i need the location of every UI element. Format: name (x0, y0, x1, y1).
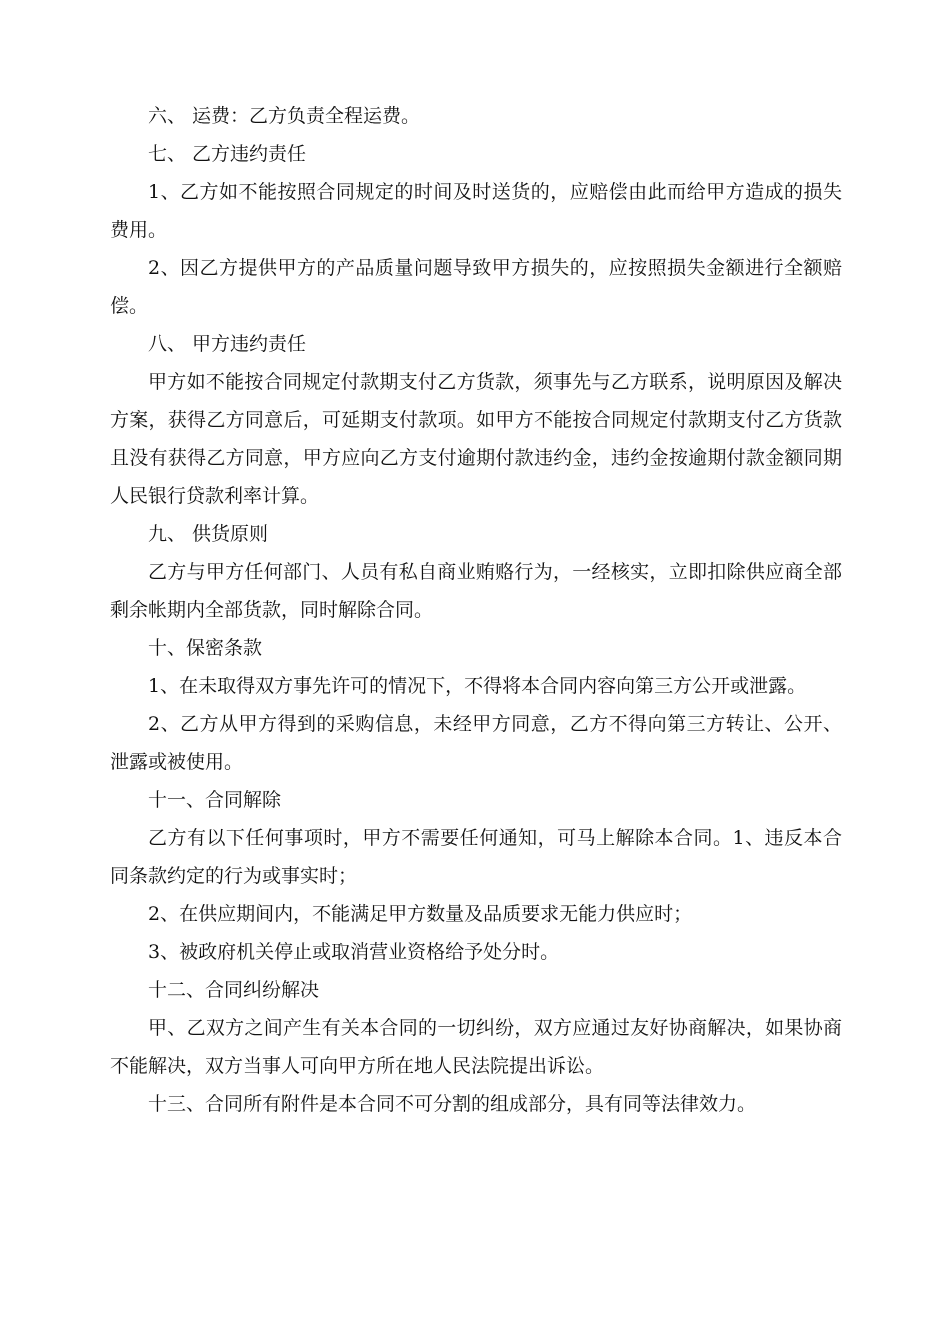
clause-12-body: 甲、乙双方之间产生有关本合同的一切纠纷，双方应通过友好协商解决，如果协商不能解决，双方当事人可向甲方所在地人民法院提出诉讼。 (110, 1017, 842, 1077)
clause-11-item-3: 3、被政府机关停止或取消营业资格给予处分时。 (148, 941, 560, 963)
clause-10-heading: 十、保密条款 (148, 637, 263, 659)
clause-9-heading: 九、 供货原则 (148, 523, 269, 545)
clause-9-body: 乙方与甲方任何部门、人员有私自商业贿赂行为，一经核实，立即扣除供应商全部剩余帐期内全部货款，同时解除合同。 (110, 561, 842, 621)
clause-7-heading: 七、 乙方违约责任 (148, 143, 307, 165)
clause-7-item-1: 1、乙方如不能按照合同规定的时间及时送货的，应赔偿由此而给甲方造成的损失费用。 (110, 181, 842, 241)
clause-11-body: 乙方有以下任何事项时，甲方不需要任何通知，可马上解除本合同。1、违反本合同条款约定的行为或事实时； (110, 827, 842, 887)
clause-10-item-2: 2、乙方从甲方得到的采购信息，未经甲方同意，乙方不得向第三方转让、公开、泄露或被使用。 (110, 713, 842, 773)
clause-8-heading: 八、 甲方违约责任 (148, 333, 307, 355)
clause-8-body: 甲方如不能按合同规定付款期支付乙方货款，须事先与乙方联系，说明原因及解决方案，获得乙方同意后，可延期支付款项。如甲方不能按合同规定付款期支付乙方货款且没有获得乙方同意，甲方应向乙方支付逾期付款违约金，违约金按逾期付款金额同期人民银行贷款利率计算。 (110, 371, 842, 507)
clause-6-shipping: 六、 运费：乙方负责全程运费。 (148, 105, 421, 127)
document-body (110, 97, 842, 1123)
clause-12-heading: 十二、合同纠纷解决 (148, 979, 320, 1001)
clause-11-item-2: 2、在供应期间内，不能满足甲方数量及品质要求无能力供应时； (148, 903, 693, 925)
clause-7-item-2: 2、因乙方提供甲方的产品质量问题导致甲方损失的，应按照损失金额进行全额赔偿。 (110, 257, 842, 317)
clause-10-item-1: 1、在未取得双方事先许可的情况下，不得将本合同内容向第三方公开或泄露。 (148, 675, 807, 697)
clause-11-heading: 十一、合同解除 (148, 789, 282, 811)
clause-13: 十三、合同所有附件是本合同不可分割的组成部分，具有同等法律效力。 (148, 1093, 757, 1115)
